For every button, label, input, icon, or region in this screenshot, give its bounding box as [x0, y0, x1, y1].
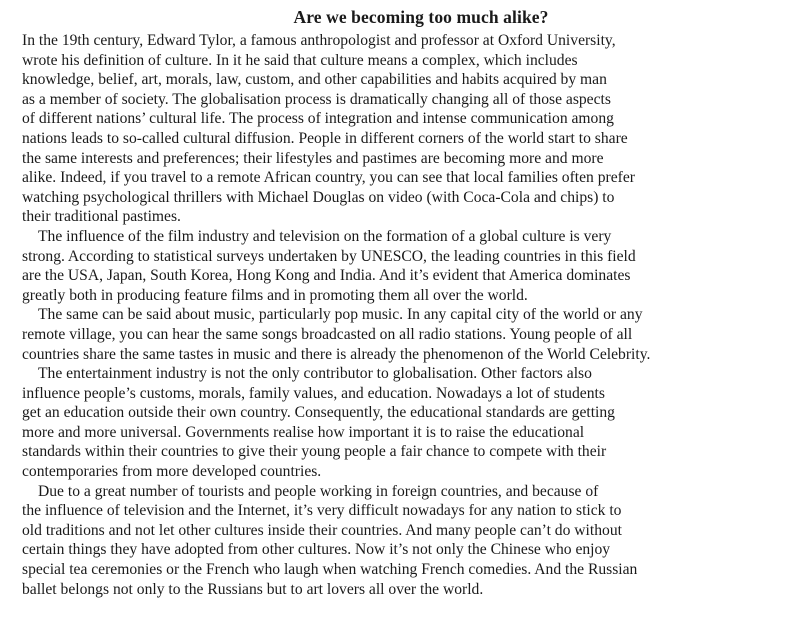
document-title: Are we becoming too much alike?	[293, 7, 549, 27]
text-line: ballet belongs not only to the Russians but to art lovers all over the world.	[22, 580, 484, 598]
text-line: alike. Indeed, if you travel to a remote African country, you can see that local families often prefer	[22, 169, 635, 187]
text-line: strong. According to statistical surveys undertaken by UNESCO, the leading countries in this field	[22, 247, 636, 265]
text-line: The influence of the film industry and television on the formation of a global culture is very	[38, 227, 612, 245]
text-line: remote village, you can hear the same songs broadcasted on all radio stations. Young people of all	[22, 325, 633, 343]
paragraph-4	[22, 364, 792, 482]
text-line: knowledge, belief, art, morals, law, custom, and other capabilities and habits acquired by man	[22, 71, 607, 89]
text-line: greatly both in producing feature films and in promoting them all over the world.	[22, 286, 528, 304]
text-line: more and more universal. Governments realise how important it is to raise the educational	[22, 423, 585, 441]
text-line: Due to a great number of tourists and people working in foreign countries, and because of	[38, 482, 599, 500]
text-line: watching psychological thrillers with Michael Douglas on video (with Coca-Cola and chips) to	[22, 188, 615, 206]
text-line: get an education outside their own country. Consequently, the educational standards are getting	[22, 404, 615, 422]
text-line: standards within their countries to give their young people a fair chance to compete with their	[22, 443, 607, 461]
text-line: certain things they have adopted from other cultures. Now it’s not only the Chinese who enjoy	[22, 541, 611, 559]
text-line: their traditional pastimes.	[22, 208, 181, 226]
paragraph-2	[22, 227, 792, 305]
text-line: nations leads to so-called cultural diffusion. People in different corners of the world start to share	[22, 129, 628, 147]
text-line: In the 19th century, Edward Tylor, a famous anthropologist and professor at Oxford University,	[22, 32, 616, 49]
paragraph-3	[22, 305, 792, 364]
text-line: influence people’s customs, morals, family values, and education. Nowadays a lot of students	[22, 384, 605, 402]
text-line: as a member of society. The globalisation process is dramatically changing all of those aspects	[22, 90, 611, 108]
text-line: are the USA, Japan, South Korea, Hong Kong and India. And it’s evident that America dominates	[22, 267, 631, 285]
text-line: of different nations’ cultural life. The process of integration and intense communication among	[22, 110, 614, 128]
text-line: The entertainment industry is not the only contributor to globalisation. Other factors also	[38, 365, 592, 383]
text-line: contemporaries from more developed countries.	[22, 463, 322, 481]
document-page	[22, 6, 792, 599]
text-line: countries share the same tastes in music and there is already the phenomenon of the World Celebrity.	[22, 345, 651, 363]
text-line: the influence of television and the Internet, it’s very difficult nowadays for any nation to stick to	[22, 502, 622, 520]
document-body	[22, 31, 792, 599]
text-line: The same can be said about music, particularly pop music. In any capital city of the world or any	[38, 306, 643, 324]
text-line: old traditions and not let other cultures inside their countries. And many people can’t do without	[22, 521, 622, 539]
paragraph-1	[22, 31, 792, 227]
paragraph-5	[22, 482, 792, 600]
text-line: wrote his definition of culture. In it he said that culture means a complex, which includes	[22, 51, 578, 69]
text-line: the same interests and preferences; their lifestyles and pastimes are becoming more and more	[22, 149, 604, 167]
text-line: special tea ceremonies or the French who laugh when watching French comedies. And the Russian	[22, 561, 638, 579]
